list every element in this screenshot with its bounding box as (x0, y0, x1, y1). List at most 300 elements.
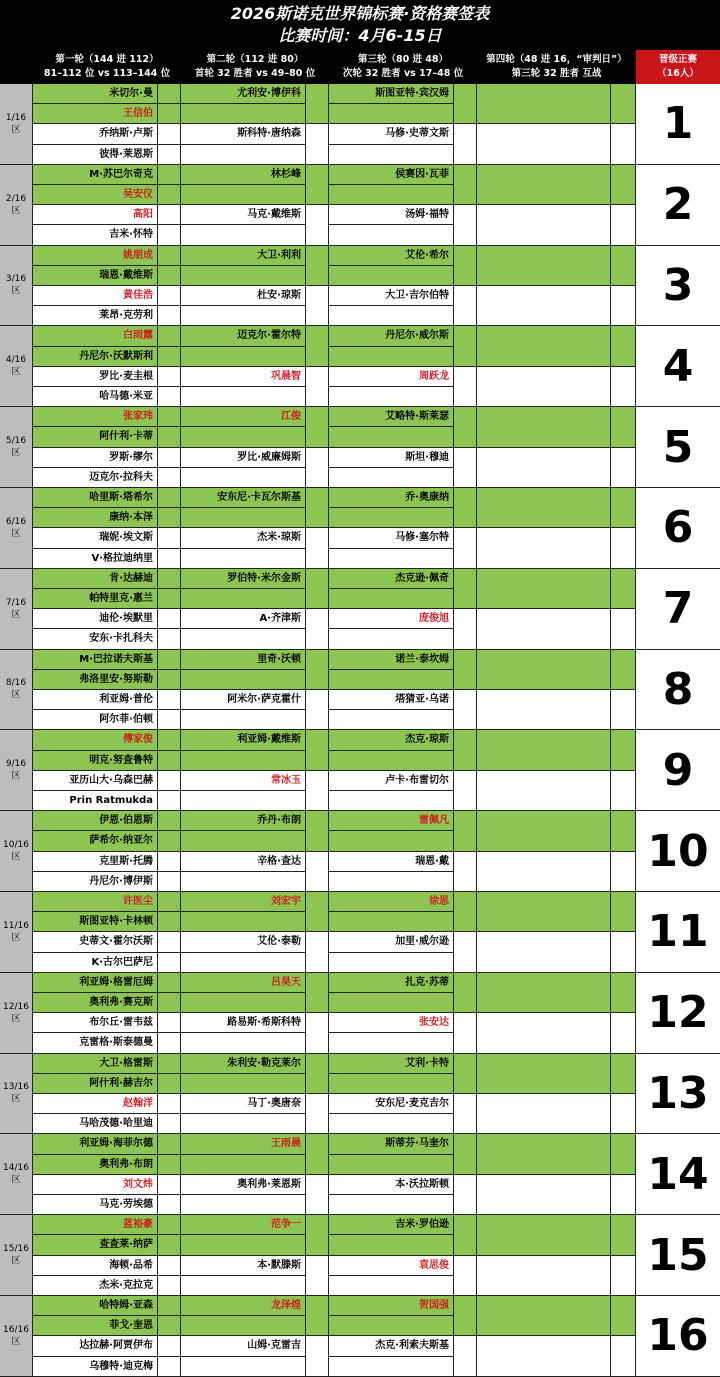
column-header-qualified (636, 50, 720, 84)
section-label-fraction: 13/16 (3, 1082, 29, 1093)
section-label (0, 1215, 33, 1296)
round3-player: 斯蒂芬·马奎尔 (329, 1134, 454, 1154)
round4-result (611, 892, 636, 932)
round4-slot (477, 1256, 611, 1296)
round4-result (611, 1013, 636, 1053)
round2-slot (181, 549, 306, 569)
round2-slot (181, 306, 306, 326)
round1-player: 迪伦·埃默里 (33, 609, 158, 629)
round2-player: 罗伯特·米尔金斯 (181, 569, 306, 589)
round1-player: 明克·努查鲁特 (33, 751, 158, 771)
round4-result (611, 1054, 636, 1094)
section-label (0, 973, 33, 1054)
round2-player: 尤利安·博伊科 (181, 84, 306, 104)
round3-result (454, 771, 477, 811)
round1-result (158, 367, 181, 387)
round1-result (158, 1296, 181, 1316)
round4-result (611, 205, 636, 245)
round2-result (306, 448, 329, 488)
round1-result (158, 771, 181, 791)
round2-player: 巩晨智 (181, 367, 306, 387)
section-label (0, 892, 33, 973)
round2-result (306, 84, 329, 124)
round1-result (158, 225, 181, 245)
round1-result (158, 852, 181, 872)
round2-slot (181, 508, 306, 528)
round4-result (611, 367, 636, 407)
round3-slot (329, 912, 454, 932)
round4-result (611, 448, 636, 488)
round1-result (158, 710, 181, 730)
round1-result (158, 306, 181, 326)
round2-player: 江俊 (181, 407, 306, 427)
round1-player: 阿什利·赫吉尔 (33, 1074, 158, 1094)
round1-player: 黄佳浩 (33, 286, 158, 306)
round1-result (158, 1134, 181, 1154)
round1-player: 吴安仪 (33, 185, 158, 205)
section-label-unit: 区 (11, 690, 21, 701)
round4-slot (477, 165, 611, 205)
round2-slot (181, 1195, 306, 1215)
round3-result (454, 367, 477, 407)
round2-slot (181, 1033, 306, 1053)
column-header-line2: （16人） (657, 68, 699, 79)
round2-result (306, 892, 329, 932)
round1-result (158, 205, 181, 225)
round3-result (454, 1336, 477, 1376)
round3-slot (329, 831, 454, 851)
round1-player: 利亚姆·海菲尔德 (33, 1134, 158, 1154)
round1-player: 莱昂·克劳利 (33, 306, 158, 326)
section-label-unit: 区 (11, 286, 21, 297)
round2-slot (181, 710, 306, 730)
round3-result (454, 124, 477, 164)
round3-slot (329, 225, 454, 245)
round3-player: 袁思俊 (329, 1256, 454, 1276)
round1-result (158, 569, 181, 589)
round1-result (158, 528, 181, 548)
qualifier-number: 15 (636, 1215, 720, 1296)
round3-slot (329, 589, 454, 609)
round1-result (158, 1235, 181, 1255)
round3-slot (329, 1195, 454, 1215)
round1-result (158, 589, 181, 609)
section-label (0, 1054, 33, 1135)
round1-result (158, 387, 181, 407)
round2-player: 朱利安·勒克莱尔 (181, 1054, 306, 1074)
round3-slot (329, 1033, 454, 1053)
round2-player: 利亚姆·戴维斯 (181, 730, 306, 750)
round2-result (306, 973, 329, 1013)
column-header-line2: 81–112 位 vs 113–144 位 (43, 68, 171, 79)
column-header-line1: 第一轮（144 进 112） (55, 54, 159, 65)
round1-player: 乌穆特·迪克梅 (33, 1357, 158, 1377)
round3-player: 贺国强 (329, 1296, 454, 1316)
round1-result (158, 448, 181, 468)
round1-result (158, 993, 181, 1013)
round4-result (611, 932, 636, 972)
round2-player: 杜安·琼斯 (181, 286, 306, 306)
round2-slot (181, 993, 306, 1013)
section-label (0, 811, 33, 892)
round4-result (611, 1094, 636, 1134)
round3-player: 瑞恩·戴 (329, 852, 454, 872)
round1-result (158, 266, 181, 286)
round1-result (158, 124, 181, 144)
round2-slot (181, 912, 306, 932)
round1-result (158, 145, 181, 165)
section-label (0, 326, 33, 407)
round2-player: 刘宏宇 (181, 892, 306, 912)
round2-player: 罗比·威廉姆斯 (181, 448, 306, 468)
round3-result (454, 1175, 477, 1215)
round2-player: 迈克尔·霍尔特 (181, 326, 306, 346)
qualifier-number: 13 (636, 1054, 720, 1135)
round4-result (611, 771, 636, 811)
round3-player: 艾略特·斯莱瑟 (329, 407, 454, 427)
round2-slot (181, 1155, 306, 1175)
round4-slot (477, 286, 611, 326)
round1-result (158, 1215, 181, 1235)
round4-result (611, 326, 636, 366)
round3-result (454, 730, 477, 770)
round1-result (158, 407, 181, 427)
round3-slot (329, 185, 454, 205)
section-label-fraction: 1/16 (5, 112, 27, 123)
round4-result (611, 569, 636, 609)
round1-result (158, 488, 181, 508)
round1-result (158, 892, 181, 912)
round1-result (158, 84, 181, 104)
round3-slot (329, 629, 454, 649)
round3-player: 侯赛因·瓦菲 (329, 165, 454, 185)
round4-result (611, 528, 636, 568)
round2-player: 路易斯·希斯科特 (181, 1013, 306, 1033)
round3-player: 张安达 (329, 1013, 454, 1033)
column-header-round4 (477, 50, 636, 84)
qualifier-number: 6 (636, 488, 720, 569)
round2-result (306, 932, 329, 972)
section-label-unit: 区 (11, 1013, 21, 1024)
round2-result (306, 246, 329, 286)
round4-result (611, 124, 636, 164)
round2-slot (181, 1074, 306, 1094)
round1-player: 阿尔菲·伯顿 (33, 710, 158, 730)
section-label-fraction: 7/16 (5, 597, 27, 608)
round3-result (454, 1256, 477, 1296)
round3-player: 周跃龙 (329, 367, 454, 387)
round3-slot (329, 1074, 454, 1094)
round1-player: 吉米·怀特 (33, 225, 158, 245)
round4-slot (477, 528, 611, 568)
round1-player: 许医尘 (33, 892, 158, 912)
round4-result (611, 1296, 636, 1336)
round2-result (306, 569, 329, 609)
round3-slot (329, 468, 454, 488)
round2-result (306, 1215, 329, 1255)
qualifier-number: 12 (636, 973, 720, 1054)
round4-slot (477, 124, 611, 164)
round1-player: 丹尼尔·博伊斯 (33, 872, 158, 892)
round3-slot (329, 872, 454, 892)
round2-result (306, 730, 329, 770)
section-label-unit: 区 (11, 1094, 21, 1105)
round4-result (611, 1134, 636, 1174)
round1-player: 达拉赫·阿贾伊布 (33, 1336, 158, 1356)
round1-result (158, 811, 181, 831)
round1-result (158, 650, 181, 670)
round4-slot (477, 84, 611, 124)
round1-result (158, 1195, 181, 1215)
round2-player: 艾伦·泰勒 (181, 932, 306, 952)
round1-result (158, 912, 181, 932)
round1-result (158, 326, 181, 346)
round1-result (158, 1054, 181, 1074)
round1-player: 菲戈·奎恩 (33, 1316, 158, 1336)
round3-result (454, 165, 477, 205)
round3-player: 塔猜亚·乌诺 (329, 690, 454, 710)
round2-result (306, 124, 329, 164)
round3-slot (329, 266, 454, 286)
round2-result (306, 1054, 329, 1094)
section-label-fraction: 4/16 (5, 355, 27, 366)
round4-result (611, 246, 636, 286)
round2-slot (181, 1114, 306, 1134)
round2-player: 阿米尔·萨克霍什 (181, 690, 306, 710)
round3-result (454, 852, 477, 892)
round3-slot (329, 387, 454, 407)
round4-slot (477, 973, 611, 1013)
section-label-fraction: 2/16 (5, 193, 27, 204)
section-label-fraction: 10/16 (3, 840, 29, 851)
round4-result (611, 1175, 636, 1215)
round3-player: 丹尼尔·威尔斯 (329, 326, 454, 346)
round2-player: 乔丹·布朗 (181, 811, 306, 831)
round2-result (306, 407, 329, 447)
round4-result (611, 730, 636, 770)
round4-slot (477, 367, 611, 407)
column-header-line1: 第四轮（48 进 16，“审判日”） (486, 54, 627, 65)
qualifier-number: 7 (636, 569, 720, 650)
qualifier-number: 2 (636, 165, 720, 246)
round1-result (158, 104, 181, 124)
round3-result (454, 84, 477, 124)
round1-result (158, 629, 181, 649)
round2-result (306, 1013, 329, 1053)
round1-player: 海顿·品希 (33, 1256, 158, 1276)
round4-slot (477, 771, 611, 811)
round3-slot (329, 1316, 454, 1336)
round2-player: 安东尼·卡瓦尔斯基 (181, 488, 306, 508)
round1-player: 利亚姆·格雷厄姆 (33, 973, 158, 993)
round4-slot (477, 569, 611, 609)
round1-player: 查查莱·纳萨 (33, 1235, 158, 1255)
round2-slot (181, 589, 306, 609)
round1-player: 白雨露 (33, 326, 158, 346)
round1-result (158, 1276, 181, 1296)
section-label (0, 488, 33, 569)
round1-player: 瑞妮·埃文斯 (33, 528, 158, 548)
round1-player: 姚朋成 (33, 246, 158, 266)
round3-result (454, 892, 477, 932)
round3-player: 斯坦·穆迪 (329, 448, 454, 468)
round4-slot (477, 488, 611, 528)
round4-slot (477, 1336, 611, 1376)
round1-result (158, 1155, 181, 1175)
round3-player: 马修·塞尔特 (329, 528, 454, 548)
round2-slot (181, 266, 306, 286)
round3-result (454, 1013, 477, 1053)
round3-player: 诺兰·泰坎姆 (329, 650, 454, 670)
round3-slot (329, 710, 454, 730)
round2-player: 马克·戴维斯 (181, 205, 306, 225)
round3-slot (329, 1114, 454, 1134)
header-corner (0, 50, 33, 84)
round1-result (158, 730, 181, 750)
round2-result (306, 771, 329, 811)
round3-result (454, 569, 477, 609)
round4-slot (477, 892, 611, 932)
round4-slot (477, 1054, 611, 1094)
round3-result (454, 650, 477, 690)
round3-result (454, 1054, 477, 1094)
round3-slot (329, 1155, 454, 1175)
round2-result (306, 1175, 329, 1215)
round2-result (306, 326, 329, 366)
round3-slot (329, 306, 454, 326)
round1-player: 张家玮 (33, 407, 158, 427)
section-label-fraction: 11/16 (3, 920, 29, 931)
round1-result (158, 1074, 181, 1094)
qualifier-number: 8 (636, 650, 720, 731)
round3-result (454, 690, 477, 730)
round2-result (306, 488, 329, 528)
round2-player: 林杉峰 (181, 165, 306, 185)
round3-player: 徐思 (329, 892, 454, 912)
round4-result (611, 1256, 636, 1296)
round1-result (158, 1114, 181, 1134)
round1-player: 迈克尔·拉科夫 (33, 468, 158, 488)
round4-slot (477, 1215, 611, 1255)
round2-player: 马丁·奥唐奈 (181, 1094, 306, 1114)
round2-player: 杰米·琼斯 (181, 528, 306, 548)
round1-player: 萨希尔·纳亚尔 (33, 831, 158, 851)
round3-slot (329, 791, 454, 811)
round3-slot (329, 953, 454, 973)
section-label (0, 165, 33, 246)
round2-slot (181, 145, 306, 165)
round2-player: 吕昊天 (181, 973, 306, 993)
section-label-unit: 区 (11, 205, 21, 216)
round3-result (454, 609, 477, 649)
round4-slot (477, 811, 611, 851)
round1-result (158, 791, 181, 811)
round3-player: 本·沃拉斯顿 (329, 1175, 454, 1195)
round2-slot (181, 791, 306, 811)
section-label-fraction: 9/16 (5, 759, 27, 770)
round3-result (454, 286, 477, 326)
section-label-fraction: 6/16 (5, 516, 27, 527)
round3-result (454, 407, 477, 447)
round1-player: K·古尔巴萨尼 (33, 953, 158, 973)
round1-result (158, 751, 181, 771)
round4-slot (477, 1175, 611, 1215)
qualifier-number: 4 (636, 326, 720, 407)
header-banner (0, 0, 720, 50)
round2-player: 范争一 (181, 1215, 306, 1235)
round1-player: M·巴拉诺夫斯基 (33, 650, 158, 670)
round1-result (158, 973, 181, 993)
round1-player: 罗比·麦圭根 (33, 367, 158, 387)
round2-result (306, 367, 329, 407)
round4-slot (477, 932, 611, 972)
section-label-fraction: 15/16 (3, 1244, 29, 1255)
round3-result (454, 811, 477, 851)
section-label-unit: 区 (11, 609, 21, 620)
round3-slot (329, 427, 454, 447)
round2-player: 本·默滕斯 (181, 1256, 306, 1276)
round1-result (158, 508, 181, 528)
round4-result (611, 488, 636, 528)
round3-result (454, 326, 477, 366)
section-label (0, 1134, 33, 1215)
round3-result (454, 205, 477, 245)
round3-result (454, 1134, 477, 1174)
round4-slot (477, 609, 611, 649)
round3-result (454, 528, 477, 568)
round2-slot (181, 387, 306, 407)
round1-result (158, 1094, 181, 1114)
qualifier-number: 11 (636, 892, 720, 973)
round1-player: 斯图亚特·卡林顿 (33, 912, 158, 932)
round3-slot (329, 1235, 454, 1255)
round2-result (306, 205, 329, 245)
page-subtitle: 比赛时间：4月6-15日 (278, 26, 442, 45)
round1-player: 丹尼尔·沃默斯利 (33, 347, 158, 367)
round2-slot (181, 831, 306, 851)
round2-slot (181, 185, 306, 205)
round1-player: 帕特里克·惠兰 (33, 589, 158, 609)
section-label-fraction: 8/16 (5, 678, 27, 689)
column-header-line2: 首轮 32 胜者 vs 49–80 位 (194, 68, 316, 79)
round4-result (611, 1215, 636, 1255)
round3-slot (329, 993, 454, 1013)
round2-result (306, 1134, 329, 1174)
round1-player: 奥利弗·赛克斯 (33, 993, 158, 1013)
round1-player: Prin Ratmukda (33, 791, 158, 811)
round2-slot (181, 225, 306, 245)
column-header-line1: 第三轮（80 进 48） (357, 54, 449, 65)
round3-result (454, 488, 477, 528)
round1-result (158, 953, 181, 973)
round3-slot (329, 508, 454, 528)
section-label (0, 569, 33, 650)
round1-result (158, 185, 181, 205)
section-label-fraction: 16/16 (3, 1324, 29, 1335)
round1-player: 瑞恩·戴维斯 (33, 266, 158, 286)
qualifier-number: 16 (636, 1296, 720, 1377)
round1-player: 弗洛里安·努斯勒 (33, 670, 158, 690)
section-label-fraction: 5/16 (5, 436, 27, 447)
round2-player: 大卫·利利 (181, 246, 306, 266)
qualifier-number: 1 (636, 84, 720, 165)
round2-result (306, 650, 329, 690)
round2-slot (181, 468, 306, 488)
round4-slot (477, 205, 611, 245)
round1-result (158, 690, 181, 710)
round1-player: 彼得·莱恩斯 (33, 145, 158, 165)
round3-player: 斯图亚特·宾汉姆 (329, 84, 454, 104)
